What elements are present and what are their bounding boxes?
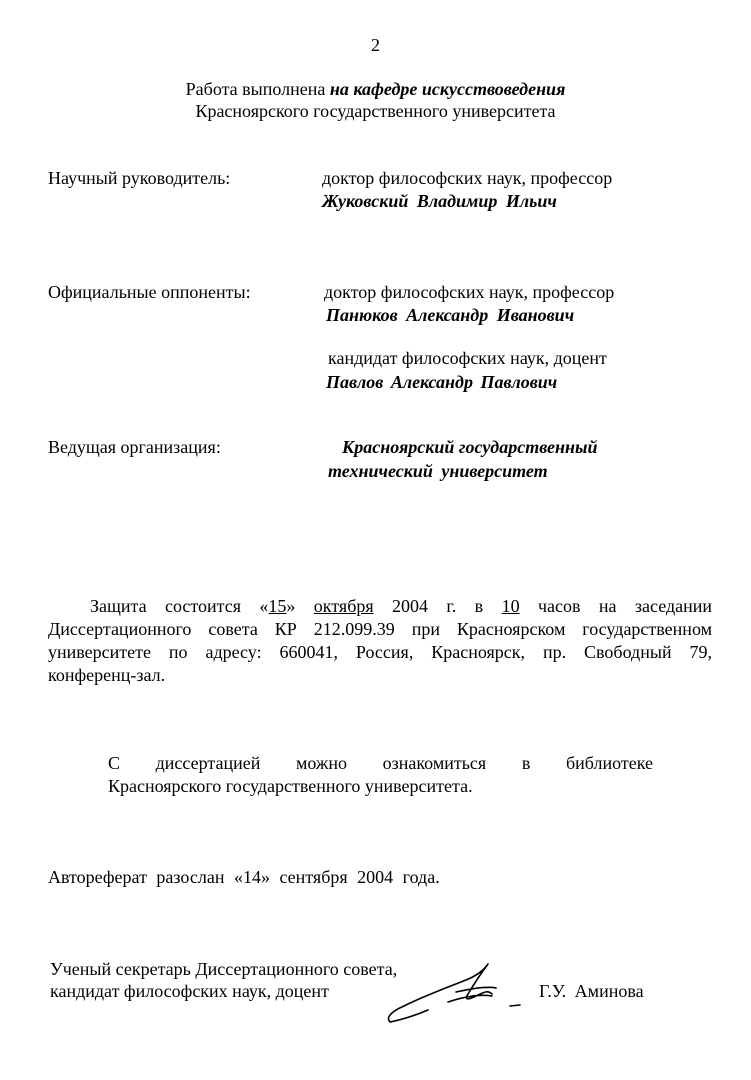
supervisor-degree: доктор философских наук, профессор [322,168,613,188]
secretary-name: Г.У. Аминова [539,981,644,1001]
header-plain: Работа выполнена [185,79,330,99]
defense-hour: 10 [501,596,520,616]
opponent-2-degree: кандидат философских наук, доцент [328,348,607,368]
library-paragraph [108,752,653,798]
abstract-sent: Автореферат разослан «14» сентября 2004 года. [48,867,440,887]
defense-line-4: конференц-зал. [48,665,166,685]
supervisor-label: Научный руководитель: [48,168,231,188]
opponents-label: Официальные оппоненты: [48,282,251,302]
secretary-line-2: кандидат философских наук, доцент [50,981,329,1001]
leading-org-line-2: технический университет [328,461,548,481]
opponent-1-degree: доктор философских наук, профессор [324,282,615,302]
defense-line-1: Защита состоится «15» октября 2004 г. в 10 часов на заседании [90,596,713,616]
library-line-1: С диссертацией можно ознакомиться в библиотеке [108,753,653,773]
header-department: на кафедре искусствоведения [329,79,566,99]
header-line-2: Красноярского государственного университета [195,101,556,121]
defense-line-3: университете по адресу: 660041, Россия, Красноярск, пр. Свободный 79, [48,642,712,662]
defense-day: 15 [268,596,287,616]
defense-paragraph [48,595,712,687]
opponent-1-name: Панюков Александр Иванович [326,305,575,325]
signature-image [384,958,534,1028]
secretary-line-1: Ученый секретарь Диссертационного совета, [50,959,398,979]
leading-org-label: Ведущая организация: [48,437,221,457]
page-number: 2 [371,35,380,55]
leading-org-line-1: Красноярский государственный [342,437,598,457]
library-line-2: Красноярского государственного университета. [108,776,473,796]
header-line-1 [0,78,751,100]
supervisor-name: Жуковский Владимир Ильич [322,191,557,211]
defense-month: октября [313,596,374,616]
opponent-2-name: Павлов Александр Павлович [326,372,558,392]
defense-line-2: Диссертационного совета КР 212.099.39 при Красноярском государственном [48,619,712,639]
